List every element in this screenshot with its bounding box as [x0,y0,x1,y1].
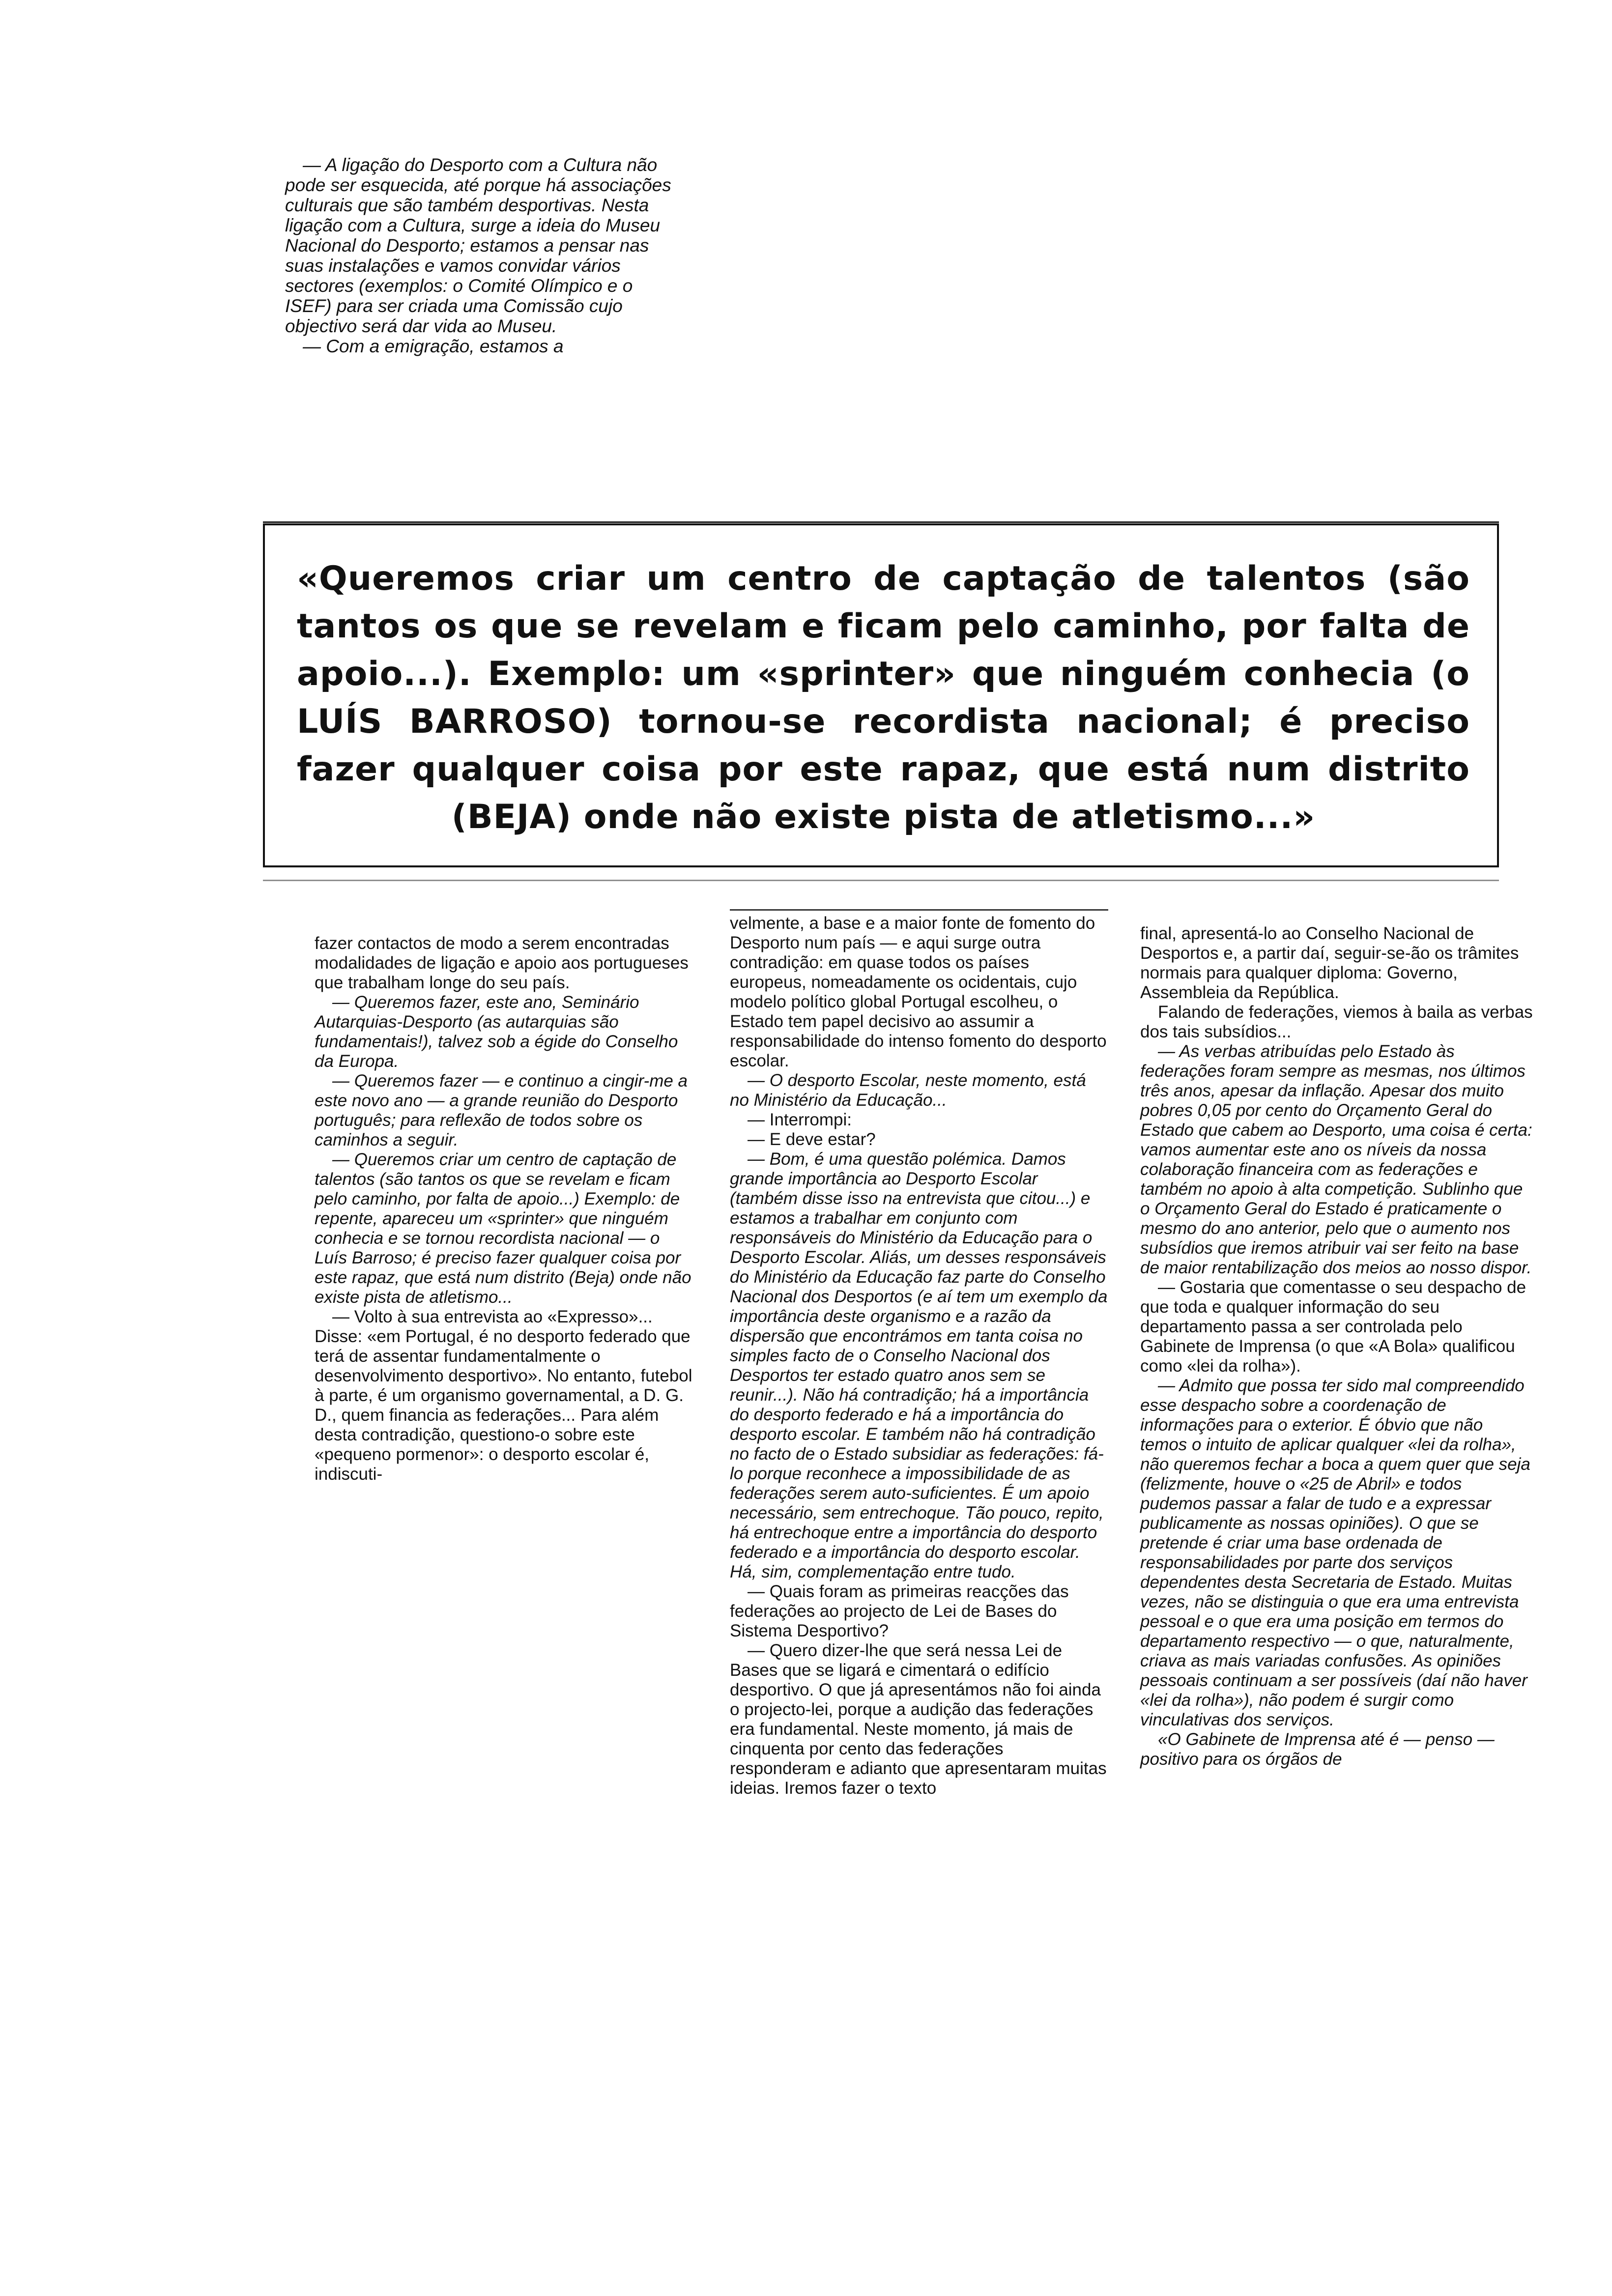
article-paragraph: — Interrompi: [748,1110,852,1129]
article-paragraph: — Quero dizer-lhe que será nessa Lei de Bases que se ligará e cimentará o edifício desportivo. O que já apresentámos não foi ainda o projecto-lei, porque a audição das federações era fundamental. Neste momento, já mais de cinquenta por cento das federações responderam e adianto que apresentaram muitas ideias. Iremos fazer o texto [730,1641,1107,1798]
column-top-rule [730,909,1108,911]
article-paragraph: — Gostaria que comentasse o seu despacho de que toda e qualquer informação do seu departamento passa a ser controlada pelo Gabinete de Imprensa (o que «A Bola» qualificou como «lei da rolha»). [1140,1278,1526,1376]
intro-paragraph: — A ligação do Desporto com a Cultura não pode ser esquecida, até porque há associações culturais que são também desportivas. Nesta ligação com a Cultura, surge a ideia do Museu Nacional do Desporto; estamos a pensar nas suas instalações e vamos convidar vários sectores (exemplos: o Comité Olímpico e o ISEF) para ser criada uma Comissão cujo objectivo será dar vida ao Museu. [285,155,671,336]
pull-quote-bottom-rule [263,880,1499,881]
article-paragraph: — Queremos fazer — e continuo a cingir-me a este novo ano — a grande reunião do Desporto português; para reflexão de todos sobre os caminhos a seguir. [315,1071,688,1149]
article-paragraph: fazer contactos de modo a serem encontradas modalidades de ligação e apoio aos portugueses que trabalham longe do seu país. [315,934,689,992]
article-column-3 [1140,924,1533,1769]
article-column-2 [730,909,1108,1798]
intro-column [285,155,678,356]
article-paragraph: — O desporto Escolar, neste momento, está no Ministério da Educação... [730,1071,1086,1110]
pull-quote-text: «Queremos criar um centro de captação de talentos (são tantos os que se revelam e ficam pelo caminho, por falta de apoio...). Exemplo: um «sprinter» que ninguém conhecia (o LUÍS BARROSO) tornou-se recordista nacional; é preciso fazer qualquer coisa por este rapaz, que está num distrito (BEJA) onde não existe pista de atletismo...» [297,559,1470,836]
article-paragraph: — Quais foram as primeiras reacções das federações ao projecto de Lei de Bases do Sistema Desportivo? [730,1582,1069,1640]
article-column-1 [315,934,693,1484]
article-paragraph: — As verbas atribuídas pelo Estado às federações foram sempre as mesmas, nos últimos três anos, apesar da inflação. Apesar dos muito pobres 0,05 por cento do Orçamento Geral do Estado que cabem ao Desporto, uma coisa é certa: vamos aumentar este ano os níveis da nossa colaboração financeira com as federações e também no apoio à alta competição. Sublinho que o Orçamento Geral do Estado é praticamente o mesmo do ano anterior, pelo que o aumento nos subsídios que iremos atribuir vai ser feito na base de maior rentabilização dos meios ao nosso dispor. [1140,1042,1532,1277]
article-paragraph: Falando de federações, viemos à baila as verbas dos tais subsídios... [1140,1003,1533,1041]
article-paragraph: velmente, a base e a maior fonte de fomento do Desporto num país — e aqui surge outra contradição: em quase todos os países europeus, nomeadamente os ocidentais, cujo modelo político global Portugal escolheu, o Estado tem papel decisivo ao assumir a responsabilidade do intenso fomento do desporto escolar. [730,914,1107,1070]
article-paragraph: — Queremos fazer, este ano, Seminário Autarquias-Desporto (as autarquias são fundamentais!), talvez sob a égide do Conselho da Europa. [315,993,678,1071]
article-paragraph: — Queremos criar um centro de captação de talentos (são tantos os que se revelam e ficam pelo caminho, por falta de apoio...) Exemplo: de repente, apareceu um «sprinter» que ninguém conhecia e se tornou recordista nacional — o Luís Barroso; é preciso fazer qualquer coisa por este rapaz, que está num distrito (Beja) onde não existe pista de atletismo... [315,1150,691,1307]
intro-paragraph: — Com a emigração, estamos a [303,336,564,356]
article-paragraph: — E deve estar? [748,1130,876,1149]
pull-quote-top-rule [263,521,1499,523]
article-paragraph: — Bom, é uma questão polémica. Damos grande importância ao Desporto Escolar (também disse isso na entrevista que citou...) e estamos a trabalhar em conjunto com responsáveis do Ministério da Educação para o Desporto Escolar. Aliás, um desses responsáveis do Ministério da Educação faz parte do Conselho Nacional dos Desportos (e aí tem um exemplo da importância deste organismo e a razão da dispersão que encontrámos em tanta coisa no simples facto de o Conselho Nacional dos Desportos ter estado quatro anos sem se reunir...). Não há contradição; há a importância do desporto federado e há a importância do desporto escolar. E também não há contradição no facto de o Estado subsidiar as federações: fá-lo porque reconhece a impossibilidade de as federações serem auto-suficientes. É um apoio necessário, sem entrechoque. Tão pouco, repito, há entrechoque entre a importância do desporto federado e a importância do desporto escolar. Há, sim, complementação entre tudo. [730,1149,1108,1581]
article-paragraph: final, apresentá-lo ao Conselho Nacional de Desportos e, a partir daí, seguir-se-ão os trâmites normais para qualquer diploma: Governo, Assembleia da República. [1140,924,1519,1002]
article-paragraph: — Volto à sua entrevista ao «Expresso»... Disse: «em Portugal, é no desporto federado que terá de assentar fundamentalmente o desenvolvimento desportivo». No entanto, futebol à parte, é um organismo governamental, a D. G. D., quem financia as federações... Para além desta contradição, questiono-o sobre este «pequeno pormenor»: o desporto escolar é, indiscuti- [315,1307,692,1484]
article-paragraph: «O Gabinete de Imprensa até é — penso — positivo para os órgãos de [1140,1730,1495,1769]
article-paragraph: — Admito que possa ter sido mal compreendido esse despacho sobre a coordenação de informações para o exterior. É óbvio que não temos o intuito de aplicar qualquer «lei da rolha», não queremos fechar a boca a quem quer que seja (felizmente, houve o «25 de Abril» e todos pudemos passar a falar de tudo e a expressar publicamente as nossas opiniões). O que se pretende é criar uma base ordenada de responsabilidades por parte dos serviços dependentes desta Secretaria de Estado. Muitas vezes, não se distinguia o que era uma entrevista pessoal e o que era uma posição em termos do departamento respectivo — o que, naturalmente, criava as mais variadas confusões. As opiniões pessoais continuam a ser possíveis (daí não haver «lei da rolha»), não podem é surgir como vinculativas dos serviços. [1140,1376,1530,1729]
pull-quote-box [263,523,1499,867]
